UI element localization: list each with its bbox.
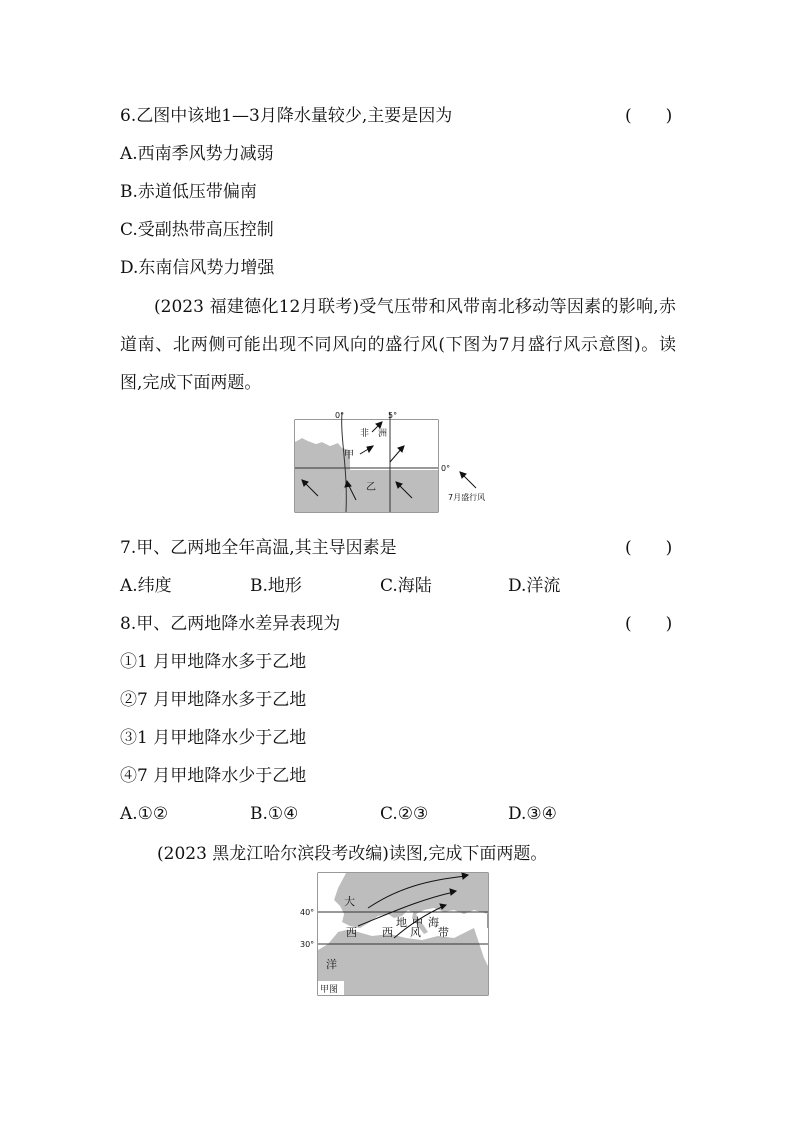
map2-xi2-label: 西 [382,926,393,939]
q8-option-a: A.①② [120,804,169,824]
map2-dai-label: 带 [438,926,449,939]
westerlies-map [298,870,492,998]
q8-option-c: C.②③ [380,804,429,824]
map1-africa-label: 非 洲 [360,429,388,439]
q8-option-b: B.①④ [250,804,299,824]
map1-lon-5-label: 5° [388,411,398,420]
q8-option-d: D.③④ [508,804,557,824]
q6-option-b: B.赤道低压带偏南 [120,182,257,202]
intro-paragraph-2: (2023 黑龙江哈尔滨段考改编)读图,完成下面两题。 [157,844,548,864]
map2-feng-label: 风 [410,926,421,939]
q6-option-a: A.西南季风势力减弱 [120,144,274,164]
q8-statement-3: ③1 月甲地降水少于乙地 [120,728,307,748]
map2-yang-label: 洋 [326,958,337,971]
map2-hai-label: 海 [428,916,439,929]
map2-lat-40-label: 40° [300,908,315,917]
map2-da-label: 大 [344,895,355,908]
q7-option-c: C.海陆 [380,576,432,596]
q6-stem: 6.乙图中该地1—3月降水量较少,主要是因为 [120,106,453,126]
intro-paragraph-1: (2023 福建德化12月联考)受气压带和风带南北移动等因素的影响,赤道南、北两侧可能出现不同风向的盛行风(下图为7月盛行风示意图)。读图,完成下面两题。 [120,297,676,393]
map2-zhong-label: 中 [412,916,423,929]
q8-stem: 8.甲、乙两地降水差异表现为 [120,614,341,634]
q8-statement-4: ④7 月甲地降水少于乙地 [120,766,307,786]
q7-option-b: B.地形 [250,576,302,596]
q6-option-c: C.受副热带高压控制 [120,220,274,240]
q8-answer-bracket: ( ) [625,614,673,634]
q8-statement-2: ②7 月甲地降水多于乙地 [120,690,307,710]
map2-caption: 甲图 [320,985,339,995]
q7-stem: 7.甲、乙两地全年高温,其主导因素是 [120,538,397,558]
q8-statement-1: ①1 月甲地降水多于乙地 [120,652,307,672]
map2-xi-label: 西 [346,926,357,939]
q7-option-d: D.洋流 [508,576,561,596]
map1-equator-label: 0° [441,464,451,473]
map1-legend-label: 7月盛行风 [448,493,486,502]
map2-di-label: 地 [396,916,407,929]
q6-answer-bracket: ( ) [625,106,673,126]
map2-lat-30-label: 30° [300,940,315,949]
map1-lon-0-label: 0° [335,411,345,420]
q7-answer-bracket: ( ) [625,538,673,558]
map1-yi-label: 乙 [366,482,376,493]
q7-option-a: A.纬度 [120,576,172,596]
prevailing-wind-map [290,408,510,518]
q6-option-d: D.东南信风势力增强 [120,258,275,278]
map1-jia-label: 甲 [344,450,354,461]
